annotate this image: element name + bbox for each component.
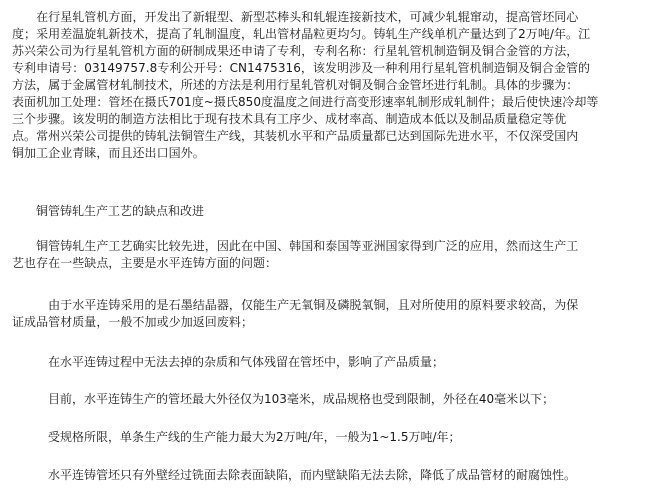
intro-line: 在行星轧管机方面，开发出了新辊型、新型芯棒头和轧辊连接新技术，可减少轧辊窜动，提高管坯同心 <box>12 10 579 24</box>
point-4: 受规格所限，单条生产线的生产能力最大为2万吨/年，一般为1~1.5万吨/年； <box>12 430 461 444</box>
intro-line: 度；采用差温旋轧新技术，提高了轧制温度，轧出管材晶粒更均匀。铸轧生产线单机产量达到了2万吨/年。江 <box>12 27 591 41</box>
section-intro-line: 艺也存在一些缺点，主要是水平连铸方面的问题： <box>12 256 278 270</box>
intro-line: 方法，属于金属管材轧制技术，所述的方法是利用行星轧管机对铜及铜合金管坯进行轧制。具体的步骤为： <box>12 78 579 92</box>
intro-line: 苏兴荣公司为行星轧管机方面的研制成果还申请了专利，专利名称：行星轧管机制造铜及铜合金管的方法， <box>12 44 579 58</box>
section-intro-line: 铜管铸轧生产工艺确实比较先进，因此在中国、韩国和泰国等亚洲国家得到广泛的应用，然而这生产工 <box>12 239 579 253</box>
section-heading: 铜管铸轧生产工艺的缺点和改进 <box>12 204 205 218</box>
point-3: 目前，水平连铸生产的管坯最大外径仅为103毫米，成品规格也受到限制，外径在40毫米以下； <box>12 392 555 406</box>
intro-line: 三个步骤。该发明的制造方法相比于现有技术具有工序少、成材率高、制造成本低以及制品质量稳定等优 <box>12 112 567 126</box>
intro-line: 点。常州兴荣公司提供的铸轧法铜管生产线，其装机水平和产品质量都已达到国际先进水平，不仅深受国内 <box>12 129 579 143</box>
point-5: 水平连铸管坯只有外壁经过铣面去除表面缺陷，而内壁缺陷无法去除，降低了成品管材的耐腐蚀性。 <box>12 468 577 482</box>
point-2: 在水平连铸过程中无法去掉的杂质和气体残留在管坯中，影响了产品质量； <box>12 355 445 369</box>
section-intro-paragraph <box>12 238 578 272</box>
intro-line: 铜加工企业青睐，而且还出口国外。 <box>12 146 205 160</box>
point-1-line: 由于水平连铸采用的是石墨结晶器，仅能生产无氧铜及磷脱氧铜，且对所使用的原料要求较高，为保 <box>12 298 579 312</box>
point-1-line: 证成品管材质量，一般不加或少加返回废料； <box>12 315 254 329</box>
intro-paragraph <box>12 9 598 162</box>
intro-line: 表面机加工处理：管坯在摄氏701度~摄氏850度温度之间进行高变形速率轧制形成轧制件；最后使快速冷却等 <box>12 95 599 109</box>
intro-line: 专利申请号：03149757.8专利公开号：CN1475316，该发明涉及一种利用行星轧管机制造铜及铜合金管的 <box>12 61 591 75</box>
point-1-paragraph <box>12 297 578 331</box>
